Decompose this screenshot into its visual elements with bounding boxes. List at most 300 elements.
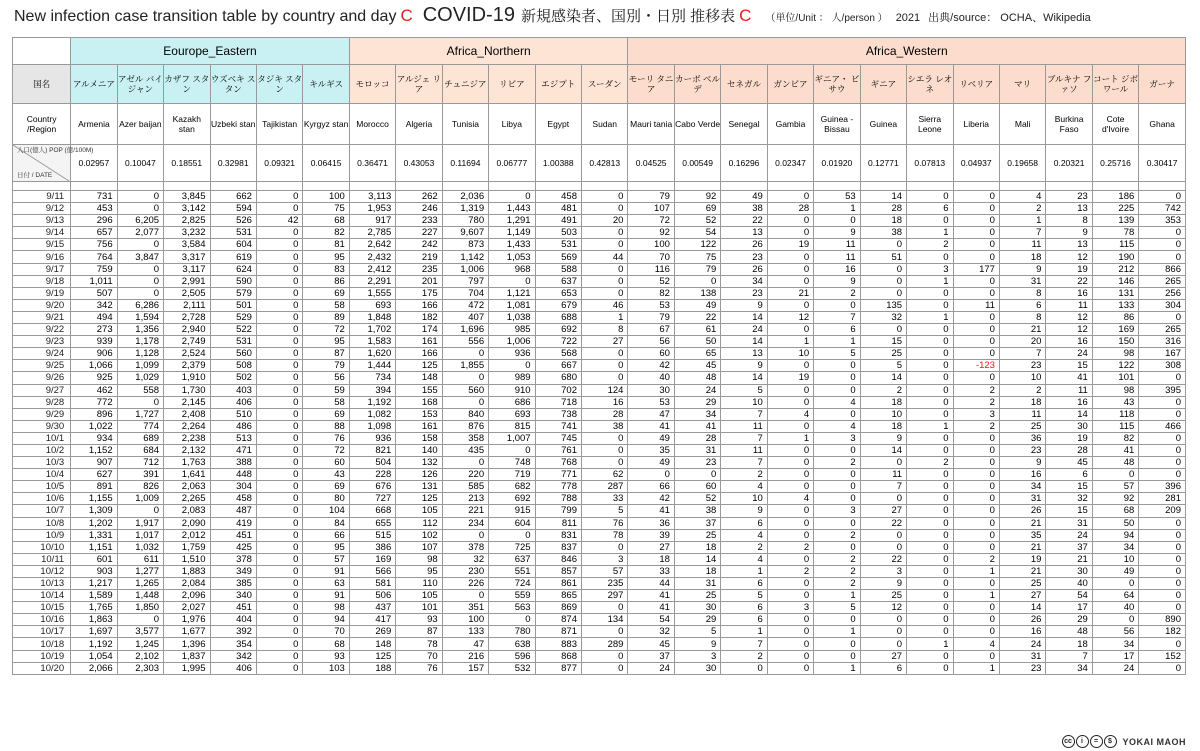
population-value: 0.06777: [489, 145, 535, 182]
case-count-cell: 0: [767, 457, 813, 469]
case-count-cell: 4: [721, 481, 767, 493]
case-count-cell: 122: [674, 239, 720, 251]
case-count-cell: 49: [628, 457, 674, 469]
case-count-cell: 0: [1139, 553, 1186, 565]
case-count-cell: 2: [814, 457, 860, 469]
country-en-row: [13, 104, 1186, 145]
case-count-cell: 5: [674, 626, 720, 638]
case-count-cell: 15: [1046, 505, 1092, 517]
case-count-cell: 9,607: [442, 227, 488, 239]
case-count-cell: 1,589: [71, 590, 117, 602]
case-count-cell: 60: [628, 348, 674, 360]
case-count-cell: 1,152: [71, 444, 117, 456]
case-count-cell: 2: [953, 396, 999, 408]
case-count-cell: 529: [210, 311, 256, 323]
case-count-cell: 40: [1092, 602, 1138, 614]
case-count-cell: 182: [396, 311, 442, 323]
case-count-cell: 0: [256, 384, 302, 396]
population-value: 0.42813: [582, 145, 628, 182]
case-count-cell: 33: [628, 565, 674, 577]
case-count-cell: 0: [582, 360, 628, 372]
population-value: 0.16296: [721, 145, 767, 182]
case-count-cell: 504: [349, 457, 395, 469]
case-count-cell: 774: [117, 420, 163, 432]
license-nd-icon: =: [1090, 735, 1103, 748]
case-count-cell: 31: [674, 444, 720, 456]
case-count-cell: 560: [210, 348, 256, 360]
case-count-cell: 0: [117, 239, 163, 251]
case-count-cell: 0: [1139, 432, 1186, 444]
case-count-cell: 569: [535, 251, 581, 263]
date-cell: 10/2: [13, 444, 71, 456]
case-count-cell: 0: [814, 614, 860, 626]
case-count-cell: 37: [628, 650, 674, 662]
case-count-cell: 0: [582, 602, 628, 614]
case-count-cell: 93: [396, 614, 442, 626]
case-count-cell: 28: [860, 203, 906, 215]
case-count-cell: 502: [210, 372, 256, 384]
case-count-cell: 686: [489, 396, 535, 408]
case-count-cell: 125: [396, 493, 442, 505]
case-count-cell: 0: [256, 263, 302, 275]
case-count-cell: 0: [582, 626, 628, 638]
case-count-cell: 0: [1139, 469, 1186, 481]
case-count-cell: 513: [210, 432, 256, 444]
case-count-cell: 590: [210, 275, 256, 287]
case-count-cell: 915: [489, 505, 535, 517]
case-count-cell: 712: [117, 457, 163, 469]
case-count-cell: 748: [489, 457, 535, 469]
case-count-cell: 2: [953, 553, 999, 565]
case-count-cell: 581: [349, 578, 395, 590]
case-count-cell: 0: [582, 287, 628, 299]
case-count-cell: 2: [721, 650, 767, 662]
case-count-cell: 797: [442, 275, 488, 287]
case-count-cell: 19: [767, 239, 813, 251]
case-count-cell: 811: [535, 517, 581, 529]
country-en-name: Algeria: [396, 104, 442, 145]
case-count-cell: 49: [674, 299, 720, 311]
case-count-cell: 10: [999, 372, 1045, 384]
population-value: 0.20321: [1046, 145, 1092, 182]
case-count-cell: 1: [953, 590, 999, 602]
case-count-cell: 60: [303, 457, 349, 469]
case-count-cell: 4: [767, 493, 813, 505]
date-cell: 10/18: [13, 638, 71, 650]
case-count-cell: 56: [628, 336, 674, 348]
title-c-mark: C: [400, 6, 413, 25]
case-count-cell: 44: [628, 578, 674, 590]
license-nc-icon: $: [1104, 735, 1117, 748]
date-cell: 10/9: [13, 529, 71, 541]
table-row: [13, 626, 1186, 638]
case-count-cell: 1,017: [117, 529, 163, 541]
case-count-cell: 0: [256, 626, 302, 638]
case-count-cell: 0: [767, 578, 813, 590]
case-count-cell: 1,641: [164, 469, 210, 481]
case-count-cell: 0: [907, 469, 953, 481]
case-count-cell: 0: [489, 360, 535, 372]
case-count-cell: 7: [721, 432, 767, 444]
case-count-cell: 228: [349, 469, 395, 481]
case-count-cell: 148: [396, 372, 442, 384]
case-count-cell: 2,379: [164, 360, 210, 372]
case-count-cell: 396: [1139, 481, 1186, 493]
case-count-cell: 16: [1046, 336, 1092, 348]
case-count-cell: 0: [953, 311, 999, 323]
population-value: 0.18551: [164, 145, 210, 182]
case-count-cell: 125: [396, 360, 442, 372]
table-body: [13, 182, 1186, 675]
case-count-cell: 0: [256, 432, 302, 444]
case-count-cell: 134: [582, 614, 628, 626]
case-count-cell: 0: [767, 420, 813, 432]
case-count-cell: 0: [442, 590, 488, 602]
case-count-cell: 308: [1139, 360, 1186, 372]
case-count-cell: 10: [721, 493, 767, 505]
date-cell: 10/1: [13, 432, 71, 444]
case-count-cell: 220: [442, 469, 488, 481]
case-count-cell: 2,412: [349, 263, 395, 275]
case-count-cell: 21: [999, 324, 1045, 336]
case-count-cell: 22: [674, 311, 720, 323]
case-count-cell: 0: [256, 590, 302, 602]
case-count-cell: 98: [1092, 384, 1138, 396]
case-count-cell: 0: [582, 541, 628, 553]
case-count-cell: 1,696: [442, 324, 488, 336]
case-count-cell: 451: [210, 602, 256, 614]
date-cell: 9/20: [13, 299, 71, 311]
case-count-cell: 407: [442, 311, 488, 323]
case-count-cell: 0: [814, 372, 860, 384]
case-count-cell: 458: [535, 191, 581, 203]
case-count-cell: 60: [674, 481, 720, 493]
case-count-cell: 1,038: [489, 311, 535, 323]
case-count-cell: 2,749: [164, 336, 210, 348]
case-count-cell: 0: [814, 444, 860, 456]
case-count-cell: 1,396: [164, 638, 210, 650]
case-count-cell: 353: [1139, 215, 1186, 227]
case-count-cell: 1: [814, 662, 860, 674]
case-count-cell: 761: [535, 444, 581, 456]
case-count-cell: 0: [860, 287, 906, 299]
case-count-cell: 45: [674, 360, 720, 372]
case-count-cell: 42: [628, 493, 674, 505]
case-count-cell: 0: [953, 432, 999, 444]
case-count-cell: 28: [582, 408, 628, 420]
date-cell: 10/4: [13, 469, 71, 481]
case-count-cell: 32: [628, 626, 674, 638]
case-count-cell: 0: [814, 299, 860, 311]
country-en-name: Sudan: [582, 104, 628, 145]
case-count-cell: 9: [814, 275, 860, 287]
case-count-cell: 43: [303, 469, 349, 481]
case-count-cell: 132: [396, 457, 442, 469]
case-count-cell: 0: [953, 444, 999, 456]
table-row: [13, 590, 1186, 602]
case-count-cell: 1,319: [442, 203, 488, 215]
case-count-cell: 724: [489, 578, 535, 590]
case-count-cell: 0: [489, 275, 535, 287]
case-count-cell: 3,113: [349, 191, 395, 203]
case-count-cell: 0: [767, 469, 813, 481]
case-count-cell: 230: [442, 565, 488, 577]
date-cell: 9/16: [13, 251, 71, 263]
case-count-cell: 104: [303, 505, 349, 517]
case-count-cell: 8: [999, 311, 1045, 323]
case-count-cell: 13: [1046, 203, 1092, 215]
case-count-cell: 0: [1139, 638, 1186, 650]
case-count-cell: 5: [721, 590, 767, 602]
date-cell: 9/25: [13, 360, 71, 372]
case-count-cell: 21: [999, 541, 1045, 553]
case-count-cell: 0: [907, 481, 953, 493]
case-count-cell: 718: [535, 396, 581, 408]
case-count-cell: 34: [1046, 662, 1092, 674]
case-count-cell: 1,151: [71, 541, 117, 553]
case-count-cell: 0: [582, 444, 628, 456]
case-count-cell: 1,850: [117, 602, 163, 614]
case-count-cell: 15: [1046, 481, 1092, 493]
case-count-cell: 14: [721, 336, 767, 348]
case-count-cell: 52: [674, 215, 720, 227]
date-cell: 9/22: [13, 324, 71, 336]
case-count-cell: 31: [674, 578, 720, 590]
country-en-name: Gambia: [767, 104, 813, 145]
case-count-cell: 89: [303, 311, 349, 323]
case-count-cell: 9: [1046, 227, 1092, 239]
case-count-cell: 4: [814, 420, 860, 432]
case-count-cell: 70: [628, 251, 674, 263]
table-row: [13, 336, 1186, 348]
case-count-cell: 0: [582, 191, 628, 203]
case-count-cell: 14: [721, 372, 767, 384]
case-count-cell: 53: [814, 191, 860, 203]
case-count-cell: 0: [907, 324, 953, 336]
case-count-cell: 15: [860, 336, 906, 348]
case-count-cell: 0: [907, 590, 953, 602]
case-count-cell: 1,054: [71, 650, 117, 662]
case-count-cell: 95: [396, 565, 442, 577]
case-count-cell: 624: [210, 263, 256, 275]
case-count-cell: 131: [396, 481, 442, 493]
case-count-cell: 269: [349, 626, 395, 638]
case-count-cell: 100: [303, 191, 349, 203]
case-count-cell: 86: [1092, 311, 1138, 323]
case-count-cell: 0: [814, 384, 860, 396]
case-count-cell: 719: [489, 469, 535, 481]
case-count-cell: 0: [256, 614, 302, 626]
case-count-cell: 287: [582, 481, 628, 493]
case-count-cell: 1,444: [349, 360, 395, 372]
case-count-cell: 69: [303, 408, 349, 420]
case-count-cell: 1: [907, 311, 953, 323]
case-count-cell: 0: [256, 408, 302, 420]
case-count-cell: 115: [1092, 420, 1138, 432]
case-count-cell: 0: [256, 553, 302, 565]
case-count-cell: 80: [303, 493, 349, 505]
case-count-cell: 7: [721, 638, 767, 650]
case-count-cell: 1,006: [442, 263, 488, 275]
infection-table: [12, 37, 1186, 675]
case-count-cell: 209: [1139, 505, 1186, 517]
case-count-cell: 0: [256, 372, 302, 384]
date-cell: 10/7: [13, 505, 71, 517]
case-count-cell: 1,702: [349, 324, 395, 336]
case-count-cell: 689: [117, 432, 163, 444]
case-count-cell: 734: [349, 372, 395, 384]
case-count-cell: 0: [814, 638, 860, 650]
case-count-cell: 0: [860, 263, 906, 275]
case-count-cell: 1,066: [71, 360, 117, 372]
table-row: [13, 215, 1186, 227]
case-count-cell: 2: [953, 420, 999, 432]
country-jp-name: アルジェ リア: [396, 65, 442, 104]
case-count-cell: 37: [674, 517, 720, 529]
case-count-cell: 25: [860, 590, 906, 602]
case-count-cell: 0: [256, 444, 302, 456]
case-count-cell: 653: [535, 287, 581, 299]
country-jp-name: エジプト: [535, 65, 581, 104]
case-count-cell: 3: [860, 565, 906, 577]
case-count-cell: 105: [396, 590, 442, 602]
case-count-cell: 0: [953, 287, 999, 299]
case-count-cell: 2,408: [164, 408, 210, 420]
country-jp-name: シエラ レオネ: [907, 65, 953, 104]
case-count-cell: 158: [396, 432, 442, 444]
date-cell: 10/5: [13, 481, 71, 493]
case-count-cell: 46: [582, 299, 628, 311]
case-count-cell: 0: [256, 191, 302, 203]
case-count-cell: 968: [489, 263, 535, 275]
table-row: [13, 529, 1186, 541]
case-count-cell: 0: [628, 469, 674, 481]
case-count-cell: 29: [674, 614, 720, 626]
case-count-cell: 1: [767, 432, 813, 444]
case-count-cell: 75: [674, 251, 720, 263]
table-row: [13, 420, 1186, 432]
case-count-cell: 727: [349, 493, 395, 505]
case-count-cell: 0: [953, 505, 999, 517]
case-count-cell: 936: [489, 348, 535, 360]
case-count-cell: 2,096: [164, 590, 210, 602]
case-count-cell: 0: [767, 614, 813, 626]
case-count-cell: 3,845: [164, 191, 210, 203]
case-count-cell: 30: [628, 384, 674, 396]
case-count-cell: 871: [535, 626, 581, 638]
case-count-cell: 32: [860, 311, 906, 323]
case-count-cell: 9: [814, 227, 860, 239]
case-count-cell: 9: [999, 263, 1045, 275]
case-count-cell: 54: [1046, 590, 1092, 602]
case-count-cell: 16: [999, 626, 1045, 638]
case-count-cell: 6: [1046, 469, 1092, 481]
case-count-cell: 10: [860, 408, 906, 420]
case-count-cell: 667: [535, 360, 581, 372]
case-count-cell: 406: [210, 662, 256, 674]
case-count-cell: 1,217: [71, 578, 117, 590]
case-count-cell: 30: [1046, 420, 1092, 432]
case-count-cell: 10: [767, 348, 813, 360]
case-count-cell: 551: [489, 565, 535, 577]
title-japanese: 新規感染者、国別・日別 推移表: [520, 8, 736, 25]
table-row: [13, 517, 1186, 529]
page-title: [14, 4, 1194, 34]
case-count-cell: 731: [71, 191, 117, 203]
case-count-cell: 0: [953, 239, 999, 251]
case-count-cell: 1,953: [349, 203, 395, 215]
case-count-cell: 17: [1092, 650, 1138, 662]
case-count-cell: 1,583: [349, 336, 395, 348]
case-count-cell: 31: [999, 650, 1045, 662]
case-count-cell: 34: [674, 408, 720, 420]
case-count-cell: 668: [349, 505, 395, 517]
case-count-cell: 0: [860, 529, 906, 541]
case-count-cell: 2,063: [164, 481, 210, 493]
case-count-cell: 29: [1046, 614, 1092, 626]
case-count-cell: 26: [999, 614, 1045, 626]
country-en-name: Libya: [489, 104, 535, 145]
case-count-cell: 437: [349, 602, 395, 614]
case-count-cell: 0: [256, 650, 302, 662]
case-count-cell: 2,825: [164, 215, 210, 227]
case-count-cell: 24: [999, 638, 1045, 650]
case-count-cell: 0: [256, 299, 302, 311]
case-count-cell: 5: [814, 602, 860, 614]
case-count-cell: 1,677: [164, 626, 210, 638]
case-count-cell: 9: [721, 360, 767, 372]
case-count-cell: 0: [582, 227, 628, 239]
case-count-cell: 1: [814, 336, 860, 348]
case-count-cell: 9: [860, 578, 906, 590]
case-count-cell: 388: [210, 457, 256, 469]
case-count-cell: 84: [303, 517, 349, 529]
case-count-cell: 2: [814, 578, 860, 590]
case-count-cell: 6: [721, 578, 767, 590]
case-count-cell: 917: [349, 215, 395, 227]
case-count-cell: 72: [303, 444, 349, 456]
title-year: 2021: [895, 12, 921, 24]
case-count-cell: 619: [210, 251, 256, 263]
date-cell: 10/13: [13, 578, 71, 590]
case-count-cell: 1: [582, 311, 628, 323]
case-count-cell: 34: [1092, 638, 1138, 650]
case-count-cell: 778: [535, 481, 581, 493]
case-count-cell: 9: [721, 299, 767, 311]
case-count-cell: 31: [1046, 517, 1092, 529]
case-count-cell: 66: [303, 529, 349, 541]
region-header-row: [13, 38, 1186, 65]
case-count-cell: 2,264: [164, 420, 210, 432]
case-count-cell: 24: [628, 662, 674, 674]
case-count-cell: 1,099: [117, 360, 163, 372]
case-count-cell: 0: [1139, 541, 1186, 553]
case-count-cell: 3: [767, 602, 813, 614]
case-count-cell: 0: [256, 251, 302, 263]
case-count-cell: 54: [674, 227, 720, 239]
case-count-cell: 0: [256, 493, 302, 505]
case-count-cell: 0: [1139, 602, 1186, 614]
case-count-cell: 419: [210, 517, 256, 529]
case-count-cell: 281: [1139, 493, 1186, 505]
case-count-cell: 0: [907, 396, 953, 408]
case-count-cell: 25: [674, 590, 720, 602]
case-count-cell: 491: [535, 215, 581, 227]
country-en-name: Burkina Faso: [1046, 104, 1092, 145]
case-count-cell: 0: [721, 662, 767, 674]
case-count-cell: 868: [535, 650, 581, 662]
case-count-cell: 59: [303, 384, 349, 396]
